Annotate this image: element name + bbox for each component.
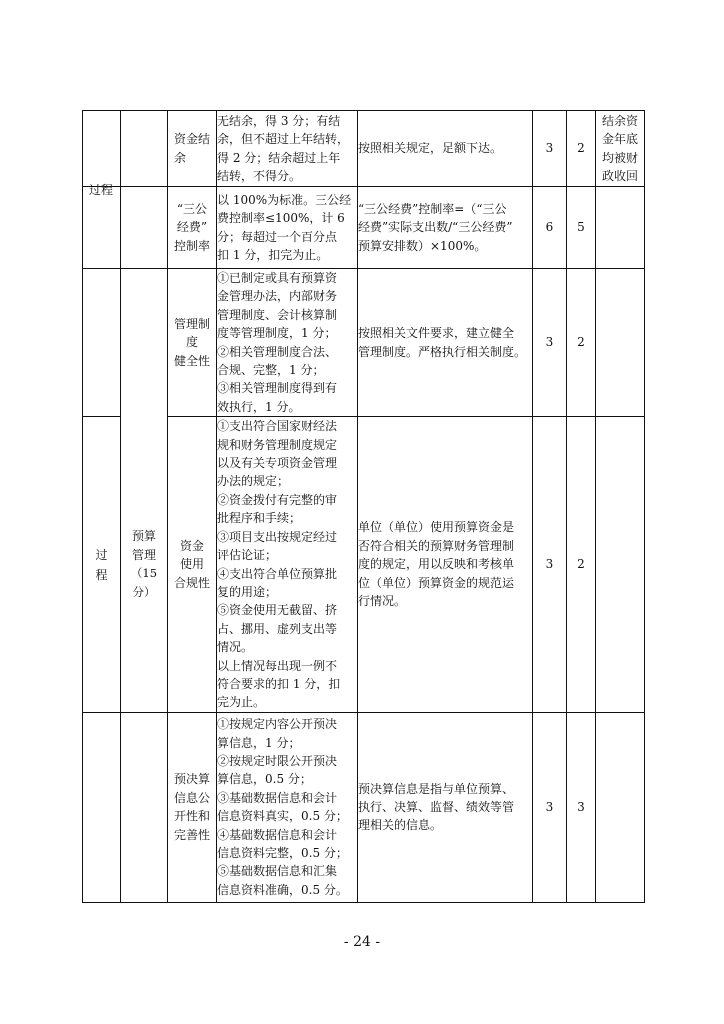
criteria-line: 无结余，得 3 分；有结 <box>217 113 341 128</box>
level1-cell <box>83 269 121 417</box>
criteria-cell <box>217 187 358 269</box>
criteria-line: ①已制定或具有预算资 <box>217 271 338 285</box>
standard-line: 位（单位）预算资金的规范运 <box>358 575 515 590</box>
criteria-line: ⑤基础数据信息和汇集 <box>217 864 338 879</box>
criteria-line: 合规、完整，1 分； <box>217 363 325 378</box>
score-value: 2 <box>577 335 585 350</box>
table-row <box>83 269 645 417</box>
level2-cell <box>121 111 168 187</box>
criteria-line: 算信息，0.5 分； <box>217 772 312 787</box>
score-value: 5 <box>577 220 585 235</box>
indicator-line: 开性和 <box>173 809 210 824</box>
indicator-cell <box>168 712 217 902</box>
criteria-line: ①按规定内容公开预决 <box>217 717 338 732</box>
indicator-cell <box>168 187 217 269</box>
weight-value: 3 <box>545 335 554 350</box>
note-line: 政收回 <box>601 168 638 183</box>
note-cell <box>596 417 645 713</box>
criteria-cell <box>217 417 358 713</box>
level1-cell <box>83 111 121 187</box>
standard-cell <box>358 187 533 269</box>
criteria-line: 以及有关专项资金管理 <box>217 456 338 471</box>
criteria-line: 以上情况每出现一例不 <box>217 658 338 673</box>
score-value: 2 <box>577 557 585 572</box>
criteria-line: ②按规定时限公开预决 <box>217 754 338 769</box>
standard-line: 行情况。 <box>358 594 407 609</box>
table-row <box>83 712 645 902</box>
indicator-line: 度 <box>185 335 198 350</box>
level1-label: 过程 <box>95 547 108 582</box>
page-number: - 24 - <box>343 934 381 950</box>
criteria-line: ③相关管理制度得到有 <box>217 381 338 396</box>
weight-cell <box>533 269 567 417</box>
level2-line: 预算 <box>131 529 156 544</box>
standard-line: 预决算信息是指与单位预算、 <box>358 781 515 796</box>
criteria-line: 金管理办法，内部财务 <box>217 289 338 304</box>
level1-cell <box>83 417 121 713</box>
criteria-line: ③项目支出按规定经过 <box>217 529 338 544</box>
criteria-line: 扣 1 分，扣完为止。 <box>217 247 329 262</box>
indicator-line: “三公 <box>176 201 208 216</box>
standard-line: 管理制度。严格执行相关制度。 <box>358 344 527 359</box>
standard-text: 按照相关规定，足额下达。 <box>358 141 503 156</box>
standard-cell <box>358 269 533 417</box>
standard-line: 单位（单位）使用预算资金是 <box>358 520 515 535</box>
standard-cell <box>358 417 533 713</box>
indicator-cell <box>168 269 217 417</box>
score-cell <box>567 712 596 902</box>
weight-cell <box>533 712 567 902</box>
note-cell <box>596 712 645 902</box>
table-row <box>83 417 645 713</box>
note-cell <box>596 269 645 417</box>
criteria-line: 管理制度、会计核算制 <box>217 307 338 322</box>
indicator-line: 预决算 <box>173 772 210 787</box>
criteria-line: 分；每超过一个百分点 <box>217 229 338 244</box>
indicator-line: 完善性 <box>173 827 210 842</box>
evaluation-table <box>82 110 645 903</box>
level2-line: 管理 <box>131 547 156 562</box>
score-value: 3 <box>577 800 585 815</box>
criteria-line: ①支出符合国家财经法 <box>217 419 338 434</box>
table-row <box>83 111 645 187</box>
weight-value: 3 <box>545 800 554 815</box>
indicator-line: 信息公 <box>173 790 210 805</box>
indicator-line: 管理制 <box>173 317 210 332</box>
level1-cell <box>83 187 121 269</box>
note-line: 均被财 <box>601 150 638 165</box>
criteria-line: 办法的规定； <box>217 474 290 489</box>
criteria-line: 复的用途； <box>217 584 278 599</box>
criteria-line: 符合要求的扣 1 分，扣 <box>217 676 341 691</box>
criteria-cell <box>217 269 358 417</box>
criteria-line: 费控制率≤100%，计 6 <box>217 211 345 226</box>
standard-line: 按照相关文件要求，建立健全 <box>358 326 515 341</box>
indicator-line: 合规性 <box>173 575 210 590</box>
level1-cell <box>83 712 121 902</box>
criteria-line: 批程序和手续； <box>217 511 302 526</box>
criteria-line: 得 2 分；结余超过上年 <box>217 150 341 165</box>
indicator-cell <box>168 417 217 713</box>
score-cell <box>567 269 596 417</box>
criteria-line: 度等管理制度，1 分； <box>217 326 337 341</box>
criteria-cell <box>217 111 358 187</box>
weight-cell <box>533 111 567 187</box>
score-cell <box>567 187 596 269</box>
criteria-line: 效执行，1 分。 <box>217 399 301 414</box>
level2-cell <box>121 712 168 902</box>
criteria-line: ⑤资金使用无截留、挤 <box>217 603 338 618</box>
level2-cell <box>121 269 168 417</box>
indicator-line: 资金 <box>179 538 204 553</box>
criteria-cell <box>217 712 358 902</box>
criteria-line: 结转，不得分。 <box>217 168 302 183</box>
weight-cell <box>533 187 567 269</box>
criteria-line: 评估论证； <box>217 548 278 563</box>
criteria-line: 完为止。 <box>217 695 266 710</box>
table-row <box>83 187 645 269</box>
criteria-line: 信息资料完整，0.5 分； <box>217 846 348 861</box>
note-cell <box>596 111 645 187</box>
weight-value: 6 <box>545 220 554 235</box>
indicator-line: 控制率 <box>173 238 210 253</box>
indicator-cell <box>168 111 217 187</box>
standard-line: “三公经费”控制率=（“三公 <box>358 201 507 216</box>
score-cell <box>567 111 596 187</box>
indicator-label: 资金结余 <box>174 132 211 165</box>
score-value: 2 <box>577 141 585 156</box>
level1-label: 过程 <box>88 182 113 197</box>
standard-cell <box>358 111 533 187</box>
standard-line: 经费”实际支出数/“三公经费” <box>358 220 513 235</box>
standard-line: 理相关的信息。 <box>358 818 443 833</box>
criteria-line: ④基础数据信息和会计 <box>217 827 338 842</box>
level2-cell <box>121 417 168 713</box>
criteria-line: ②相关管理制度合法、 <box>217 344 338 359</box>
standard-line: 预算安排数）×100%。 <box>358 238 487 253</box>
weight-value: 3 <box>545 141 554 156</box>
criteria-line: 余，但不超过上年结转， <box>217 132 350 147</box>
indicator-line: 经费” <box>176 220 208 235</box>
standard-line: 执行、决算、监督、绩效等管 <box>358 800 515 815</box>
criteria-line: 信息资料准确，0.5 分。 <box>217 882 348 897</box>
note-line: 金年底 <box>601 132 638 147</box>
standard-line: 否符合相关的预算财务管理制 <box>358 538 515 553</box>
indicator-line: 使用 <box>179 557 204 572</box>
criteria-line: 信息资料真实，0.5 分； <box>217 809 348 824</box>
standard-line: 度的规定，用以反映和考核单 <box>358 557 515 572</box>
weight-cell <box>533 417 567 713</box>
score-cell <box>567 417 596 713</box>
level2-cell <box>121 187 168 269</box>
criteria-line: 情况。 <box>217 640 254 655</box>
criteria-line: 以 100%为标准。三公经 <box>217 192 352 207</box>
criteria-line: 规和财务管理制度规定 <box>217 437 338 452</box>
criteria-line: 算信息，1 分； <box>217 735 301 750</box>
indicator-line: 健全性 <box>173 353 210 368</box>
standard-cell <box>358 712 533 902</box>
note-line: 结余资 <box>601 113 638 128</box>
criteria-line: 占、挪用、虚列支出等 <box>217 621 338 636</box>
level2-line: （15 分） <box>130 566 158 599</box>
criteria-line: ④支出符合单位预算批 <box>217 566 338 581</box>
note-cell <box>596 187 645 269</box>
criteria-line: ③基础数据信息和会计 <box>217 790 338 805</box>
weight-value: 3 <box>545 557 554 572</box>
criteria-line: ②资金拨付有完整的审 <box>217 492 338 507</box>
